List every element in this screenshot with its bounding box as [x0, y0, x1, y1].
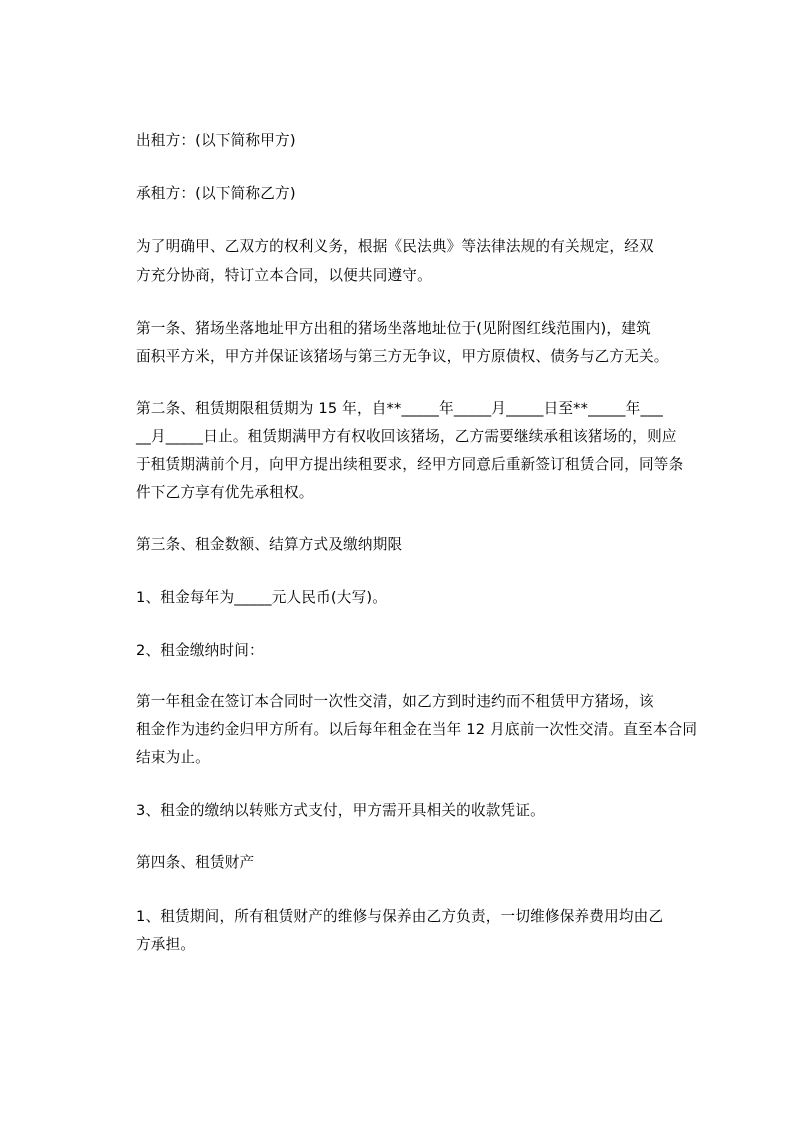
first-year-rent-line-2: 租金作为违约金归甲方所有。以后每年租金在当年 12 月底前一次性交清。直至本合同 — [136, 721, 698, 738]
article-2-line-4: 件下乙方享有优先承租权。 — [136, 484, 314, 501]
article-4-heading: 第四条、租赁财产 — [136, 854, 255, 871]
rent-payment-time-line: 2、租金缴纳时间： — [136, 642, 264, 659]
payment-method-line: 3、租金的缴纳以转账方式支付，甲方需开具相关的收款凭证。 — [136, 802, 545, 819]
lessee-line: 承租方：(以下简称乙方) — [136, 185, 296, 202]
article-1-line-2: 面积平方米，甲方并保证该猪场与第三方无争议，甲方原债权、债务与乙方无关。 — [136, 348, 669, 365]
maintenance-line-1: 1、租赁期间，所有租赁财产的维修与保养由乙方负责，一切维修保养费用均由乙 — [136, 908, 664, 925]
first-year-rent-line-3: 结束为止。 — [136, 749, 210, 766]
maintenance-line-2: 方承担。 — [136, 936, 196, 953]
article-2-line-1: 第二条、租赁期限租赁期为 15 年，自**_____年_____月_____日至**_____年___ — [136, 400, 663, 417]
article-1-line-1: 第一条、猪场坐落地址甲方出租的猪场坐落地址位于(见附图红线范围内)，建筑 — [136, 320, 651, 337]
article-2-line-3: 于租赁期满前个月，向甲方提出续租要求，经甲方同意后重新签订租赁合同，同等条 — [136, 456, 684, 473]
article-2-line-2: __月_____日止。租赁期满甲方有权收回该猪场，乙方需要继续承租该猪场的，则应 — [136, 428, 677, 445]
preamble-line-1: 为了明确甲、乙双方的权利义务，根据《民法典》等法律法规的有关规定，经双 — [136, 238, 654, 255]
article-3-heading: 第三条、租金数额、结算方式及缴纳期限 — [136, 536, 403, 553]
lessor-line: 出租方：(以下简称甲方) — [136, 132, 296, 149]
rent-amount-line: 1、租金每年为_____元人民币(大写)。 — [136, 589, 388, 606]
preamble-line-2: 方充分协商，特订立本合同，以便共同遵守。 — [136, 267, 432, 284]
first-year-rent-line-1: 第一年租金在签订本合同时一次性交清，如乙方到时违约而不租赁甲方猪场，该 — [136, 693, 654, 710]
